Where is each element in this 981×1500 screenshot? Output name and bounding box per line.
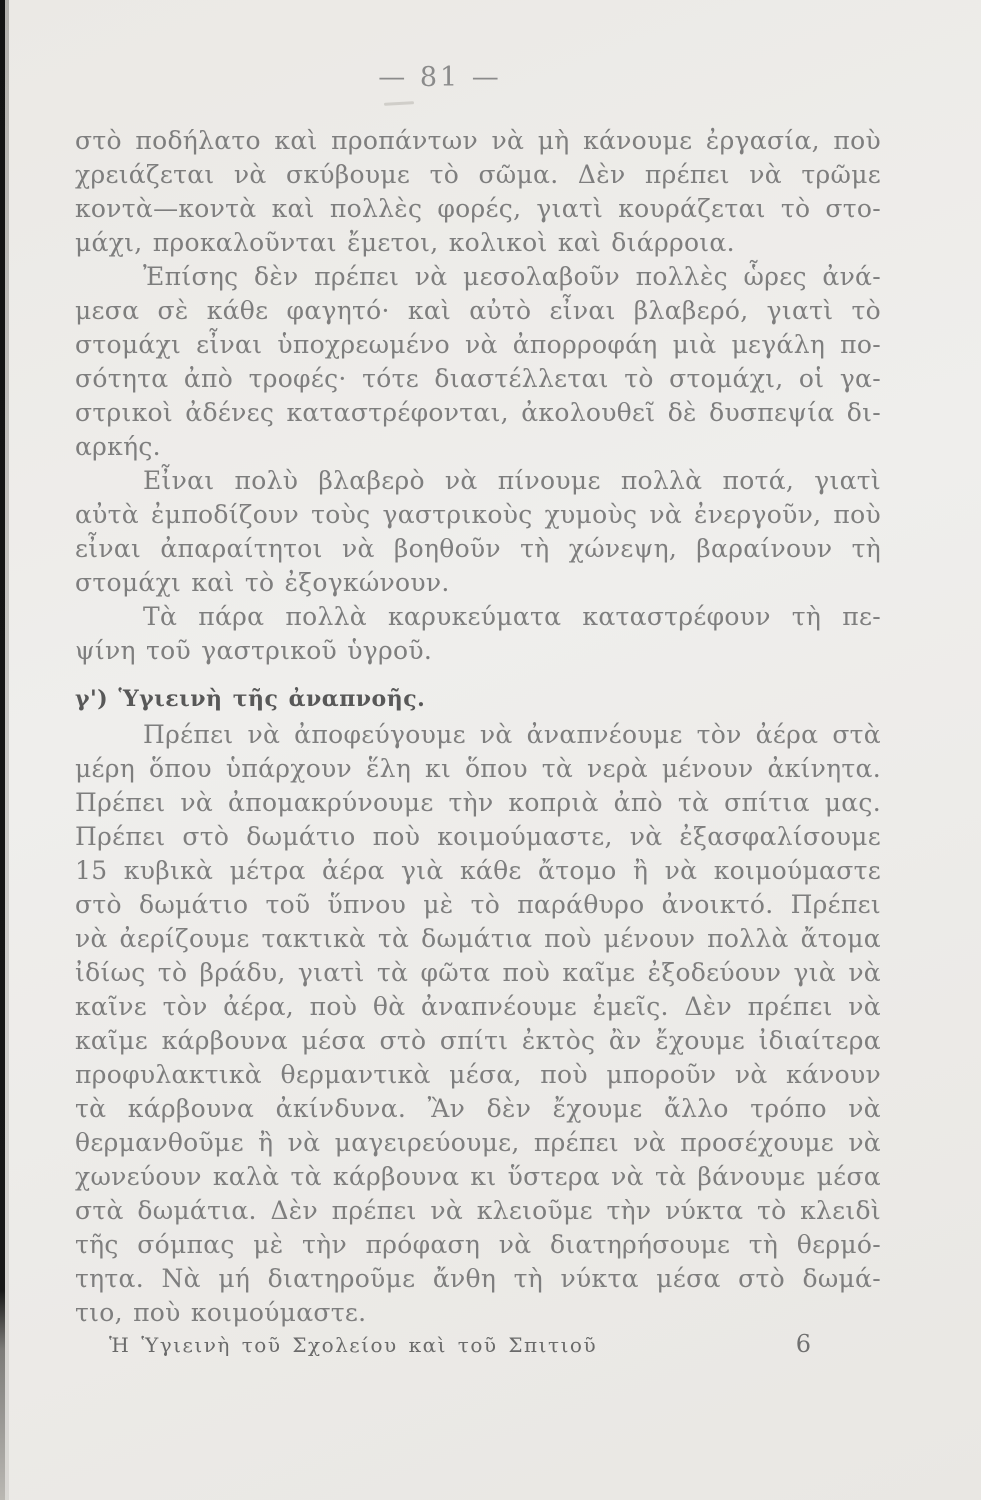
text-line: στὰ δωμάτια. Δὲν πρέπει νὰ κλειοῦμε τὴν νύκτα τὸ κλειδὶ <box>75 1196 881 1225</box>
text-line: ψίνη τοῦ γαστρικοῦ ὑγροῦ. <box>75 636 433 665</box>
page-text-block <box>75 124 881 1330</box>
text-line: Εἶναι πολὺ βλαβερὸ νὰ πίνουμε πολλὰ ποτά, γιατὶ <box>143 466 881 495</box>
running-book-title: Ἡ Ὑγιεινὴ τοῦ Σχολείου καὶ τοῦ Σπιτιοῦ <box>109 1333 598 1357</box>
text-line: στομάχι εἶναι ὑποχρεωμένο νὰ ἀπορροφάη μιὰ μεγάλη πο- <box>75 330 881 359</box>
page-footer <box>75 1330 881 1358</box>
section-heading: γ') Ὑγιεινὴ τῆς ἀναπνοῆς. <box>75 686 426 712</box>
text-line: αὐτὰ ἐμποδίζουν τοὺς γαστρικοὺς χυμοὺς νὰ ἐνεργοῦν, ποὺ <box>75 500 881 529</box>
text-line: Πρέπει νὰ ἀποφεύγουμε νὰ ἀναπνέουμε τὸν ἀέρα στὰ <box>143 720 881 749</box>
text-line: κοντὰ—κοντὰ καὶ πολλὲς φορές, γιατὶ κουράζεται τὸ στο- <box>75 194 881 223</box>
scan-artifact-dash <box>384 101 414 106</box>
text-line: ἰδίως τὸ βράδυ, γιατὶ τὰ φῶτα ποὺ καῖμε ἐξοδεύουν γιὰ νὰ <box>75 958 881 987</box>
page-number-header: — 81 — <box>378 62 502 93</box>
text-line: τιο, ποὺ κοιμούμαστε. <box>75 1298 367 1327</box>
text-line: στρικοὶ ἀδένες καταστρέφονται, ἀκολουθεῖ δὲ δυσπεψία δι- <box>75 398 881 427</box>
text-line: στὸ ποδήλατο καὶ προπάντων νὰ μὴ κάνουμε ἐργασία, ποὺ <box>75 126 881 155</box>
footer-page-number: 6 <box>795 1330 811 1358</box>
text-line: στομάχι καὶ τὸ ἐξογκώνουν. <box>75 568 450 597</box>
book-binding-edge-shadow <box>5 0 9 1500</box>
text-line: χρειάζεται νὰ σκύβουμε τὸ σῶμα. Δὲν πρέπει νὰ τρῶμε <box>75 160 881 189</box>
text-line: μέρη ὅπου ὑπάρχουν ἕλη κι ὅπου τὰ νερὰ μένουν ἀκίνητα. <box>75 754 881 783</box>
text-line: καῖνε τὸν ἀέρα, ποὺ θὰ ἀναπνέουμε ἐμεῖς. Δὲν πρέπει νὰ <box>75 992 881 1021</box>
text-line: μάχι, προκαλοῦνται ἔμετοι, κολικοὶ καὶ διάρροια. <box>75 228 735 257</box>
text-line: τὰ κάρβουνα ἀκίνδυνα. Ἂν δὲν ἔχουμε ἄλλο τρόπο νὰ <box>75 1094 881 1123</box>
text-line: προφυλακτικὰ θερμαντικὰ μέσα, ποὺ μποροῦν νὰ κάνουν <box>75 1060 881 1089</box>
text-line: αρκής. <box>75 432 161 461</box>
text-line: Τὰ πάρα πολλὰ καρυκεύματα καταστρέφουν τὴ πε- <box>143 602 881 631</box>
text-line: 15 κυβικὰ μέτρα ἀέρα γιὰ κάθε ἄτομο ἢ νὰ κοιμούμαστε <box>75 856 881 885</box>
text-line: θερμανθοῦμε ἢ νὰ μαγειρεύουμε, πρέπει νὰ προσέχουμε νὰ <box>75 1128 881 1157</box>
text-line: σότητα ἀπὸ τροφές· τότε διαστέλλεται τὸ στομάχι, οἱ γα- <box>75 364 881 393</box>
text-line: μεσα σὲ κάθε φαγητό· καὶ αὐτὸ εἶναι βλαβερό, γιατὶ τὸ <box>75 296 881 325</box>
text-line: στὸ δωμάτιο τοῦ ὕπνου μὲ τὸ παράθυρο ἀνοικτό. Πρέπει <box>75 890 881 919</box>
text-line: τῆς σόμπας μὲ τὴν πρόφαση νὰ διατηρήσουμε τὴ θερμό- <box>75 1230 881 1259</box>
text-line: Ἐπίσης δὲν πρέπει νὰ μεσολαβοῦν πολλὲς ὧρες ἀνά- <box>143 262 881 291</box>
text-line: νὰ ἀερίζουμε τακτικὰ τὰ δωμάτια ποὺ μένουν πολλὰ ἄτομα <box>75 924 881 953</box>
text-line: Πρέπει στὸ δωμάτιο ποὺ κοιμούμαστε, νὰ ἐξασφαλίσουμε <box>75 822 881 851</box>
text-line: καῖμε κάρβουνα μέσα στὸ σπίτι ἐκτὸς ἂν ἔχουμε ἰδιαίτερα <box>75 1026 881 1055</box>
text-line: χωνεύουν καλὰ τὰ κάρβουνα κι ὕστερα νὰ τὰ βάνουμε μέσα <box>75 1162 881 1191</box>
text-line: τητα. Νὰ μή διατηροῦμε ἄνθη τὴ νύκτα μέσα στὸ δωμά- <box>75 1264 881 1293</box>
text-line: εἶναι ἀπαραίτητοι νὰ βοηθοῦν τὴ χώνεψη, βαραίνουν τὴ <box>75 534 881 563</box>
text-line: Πρέπει νὰ ἀπομακρύνουμε τὴν κοπριὰ ἀπὸ τὰ σπίτια μας. <box>75 788 881 817</box>
